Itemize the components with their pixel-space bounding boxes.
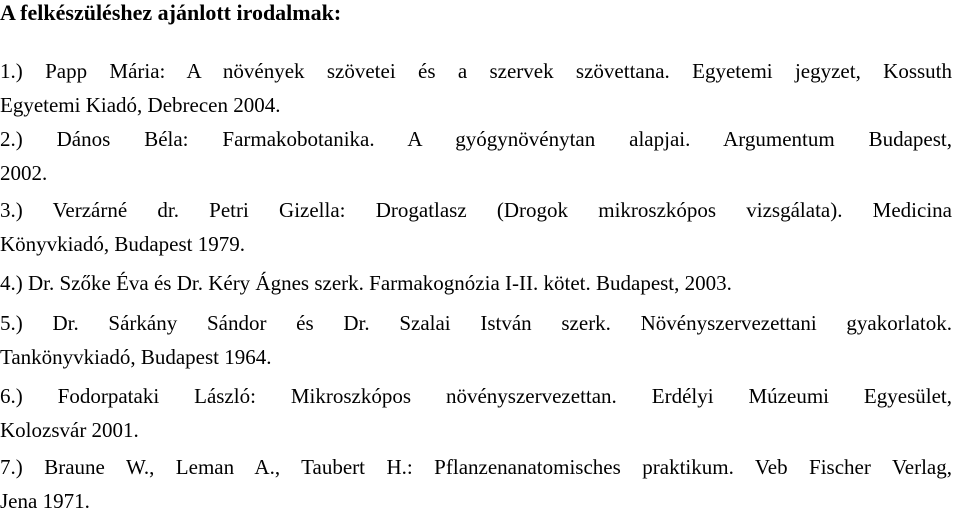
reference-2-line-2: 2002.	[0, 161, 48, 185]
reference-3-line-2: Könyvkiadó, Budapest 1979.	[0, 232, 245, 256]
reference-7-line-2: Jena 1971.	[0, 489, 90, 513]
reference-2	[0, 122, 952, 190]
reference-6	[0, 379, 952, 447]
heading: A felkészüléshez ajánlott irodalmak:	[0, 0, 342, 25]
reference-6-line-2: Kolozsvár 2001.	[0, 418, 139, 442]
reference-3-line-1: 3.) Verzárné dr. Petri Gizella: Drogatlasz (Drogok mikroszkópos vizsgálata). Medicina	[0, 198, 952, 222]
reference-5	[0, 306, 952, 374]
reference-7	[0, 450, 952, 518]
reference-4-line-1: 4.) Dr. Szőke Éva és Dr. Kéry Ágnes szerk. Farmakognózia I-II. kötet. Budapest, 2003.	[0, 271, 732, 295]
reference-7-line-1: 7.) Braune W., Leman A., Taubert H.: Pflanzenanatomisches praktikum. Veb Fischer Verlag,	[0, 455, 952, 479]
reference-3	[0, 193, 952, 261]
reference-1	[0, 54, 952, 122]
reference-1-line-2: Egyetemi Kiadó, Debrecen 2004.	[0, 93, 281, 117]
reference-6-line-1: 6.) Fodorpataki László: Mikroszkópos növényszervezettan. Erdélyi Múzeumi Egyesület,	[0, 384, 952, 408]
reference-5-line-1: 5.) Dr. Sárkány Sándor és Dr. Szalai István szerk. Növényszervezettani gyakorlatok.	[0, 311, 952, 335]
reference-1-line-1: 1.) Papp Mária: A növények szövetei és a szervek szövettana. Egyetemi jegyzet, Kossuth	[0, 59, 952, 83]
reference-4	[0, 266, 952, 300]
reference-2-line-1: 2.) Dános Béla: Farmakobotanika. A gyógynövénytan alapjai. Argumentum Budapest,	[0, 127, 952, 151]
reference-5-line-2: Tankönyvkiadó, Budapest 1964.	[0, 345, 272, 369]
